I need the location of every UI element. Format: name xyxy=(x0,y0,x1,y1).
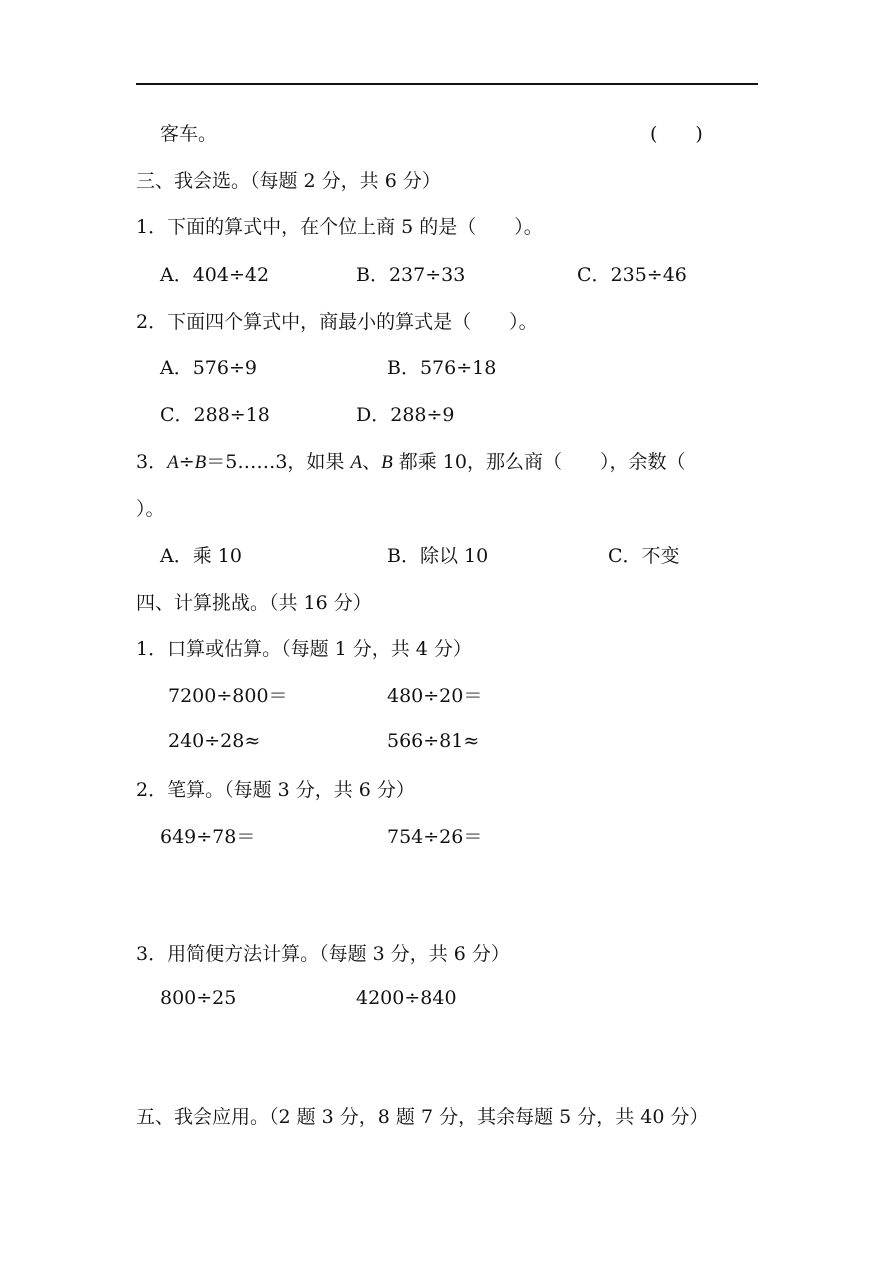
q2-stem: 2．下面四个算式中，商最小的算式是（ ）。 xyxy=(136,311,538,333)
p3-item-1: 800÷25 xyxy=(160,987,237,1009)
q3-eq: ＝5……3，如果 xyxy=(206,451,351,473)
q1-option-c: C．235÷46 xyxy=(577,264,687,286)
q3-var-b2: B xyxy=(381,452,393,473)
q3-number: 3． xyxy=(136,451,168,473)
p1-item-4: 566÷81≈ xyxy=(387,730,480,752)
q2-option-b: B．576÷18 xyxy=(387,357,497,379)
section-5-title: 五、我会应用。（2 题 3 分，8 题 7 分，其余每题 5 分，共 40 分） xyxy=(136,1106,709,1128)
answer-parentheses: ( ) xyxy=(650,123,703,145)
p1-item-2: 480÷20＝ xyxy=(387,685,483,707)
q3-stem xyxy=(136,449,685,476)
q3-var-b: B xyxy=(194,452,207,473)
p3-item-2: 4200÷840 xyxy=(356,987,457,1009)
p1-item-1: 7200÷800＝ xyxy=(168,685,288,707)
part-2-title: 2．笔算。（每题 3 分，共 6 分） xyxy=(136,779,415,801)
section-3-title: 三、我会选。（每题 2 分，共 6 分） xyxy=(136,170,441,192)
q1-stem: 1．下面的算式中，在个位上商 5 的是（ ）。 xyxy=(136,216,543,238)
q3-stem-cont: ）。 xyxy=(136,498,165,520)
q3-tail: 都乘 10，那么商（ ），余数（ xyxy=(392,451,686,473)
q3-var-a: A xyxy=(167,452,179,473)
header-rule xyxy=(136,83,758,85)
q3-option-c: C．不变 xyxy=(608,545,680,567)
q3-option-a: A．乘 10 xyxy=(160,545,242,567)
q1-option-b: B．237÷33 xyxy=(356,264,466,286)
part-3-title: 3．用简便方法计算。（每题 3 分，共 6 分） xyxy=(136,943,510,965)
section-4-title: 四、计算挑战。（共 16 分） xyxy=(136,592,372,614)
p1-item-3: 240÷28≈ xyxy=(168,730,261,752)
q1-option-a: A．404÷42 xyxy=(160,264,270,286)
part-1-title: 1．口算或估算。（每题 1 分，共 4 分） xyxy=(136,638,472,660)
q3-sep: 、 xyxy=(362,451,382,473)
q3-var-a2: A xyxy=(350,452,363,473)
q2-option-c: C．288÷18 xyxy=(160,404,270,426)
q3-option-b: B．除以 10 xyxy=(387,545,489,567)
p2-item-2: 754÷26＝ xyxy=(387,826,483,848)
prev-question-tail: 客车。 xyxy=(160,123,218,145)
q3-op: ÷ xyxy=(178,451,195,473)
p2-item-1: 649÷78＝ xyxy=(160,826,256,848)
q2-option-a: A．576÷9 xyxy=(160,357,257,379)
q2-option-d: D．288÷9 xyxy=(356,404,455,426)
